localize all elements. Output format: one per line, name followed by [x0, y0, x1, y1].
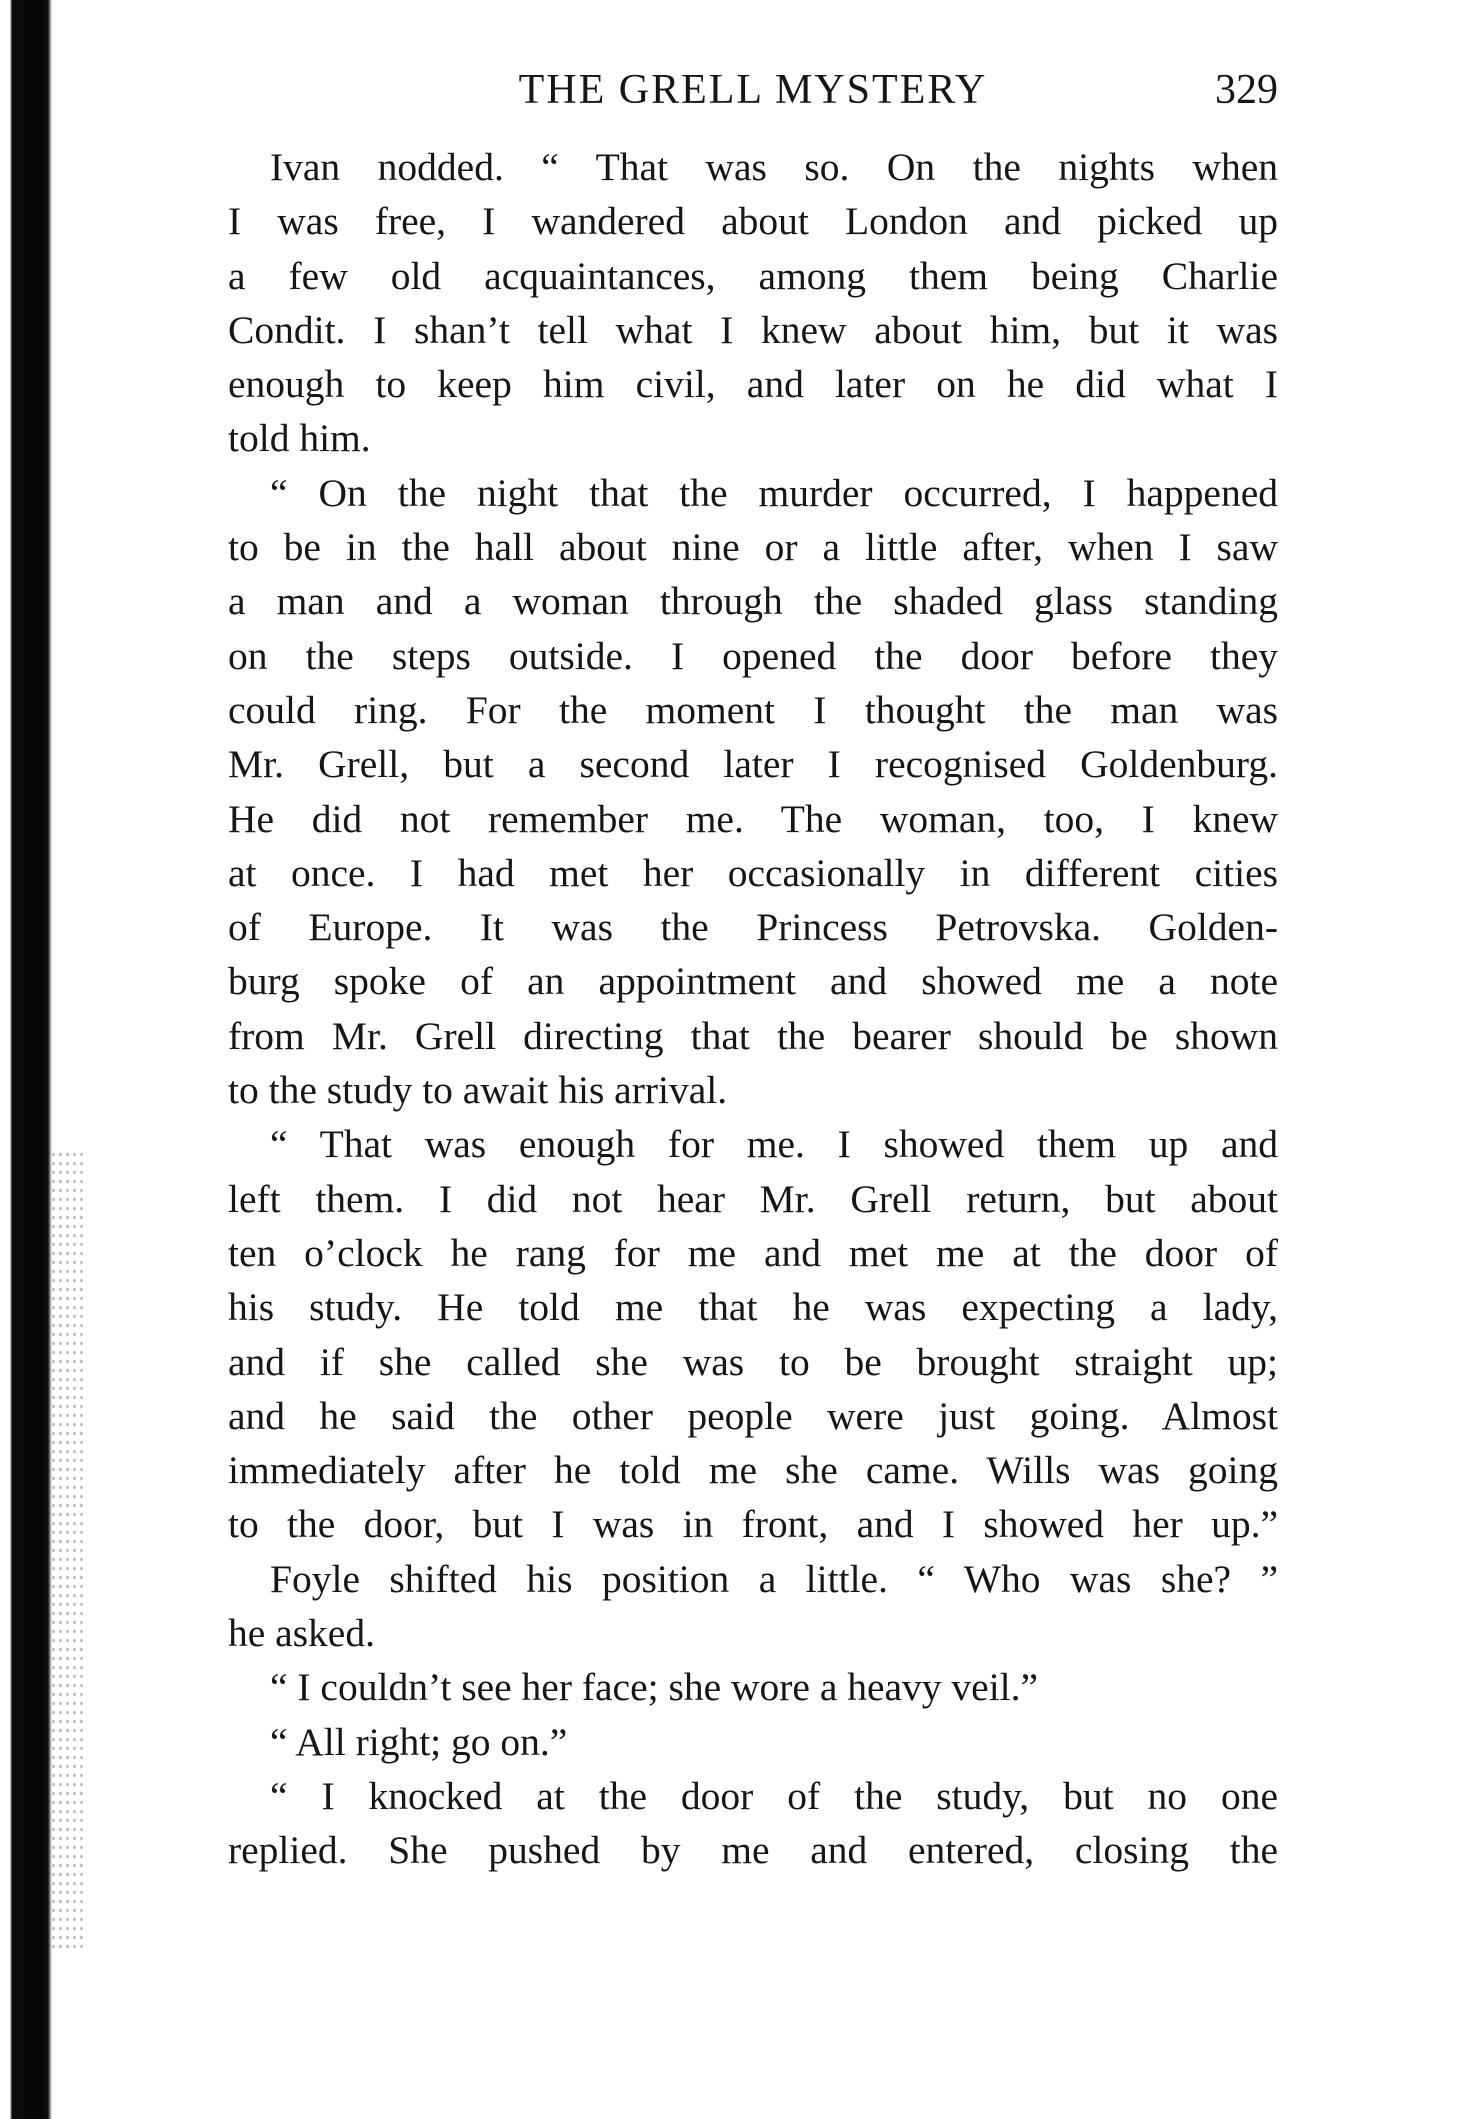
- running-head: [228, 60, 1278, 120]
- page-number: 329: [1215, 67, 1278, 113]
- text-line: his study. He told me that he was expecting a lady,: [228, 1285, 1278, 1330]
- text-line: “ All right; go on.”: [270, 1719, 568, 1764]
- body-text: [228, 140, 1278, 1878]
- text-line: of Europe. It was the Princess Petrovska. Golden-: [228, 905, 1278, 950]
- text-line: left them. I did not hear Mr. Grell return, but about: [228, 1176, 1278, 1221]
- text-line: Condit. I shan’t tell what I knew about him, but it was: [228, 307, 1278, 352]
- text-line: to be in the hall about nine or a little after, when I saw: [228, 525, 1278, 570]
- text-line: enough to keep him civil, and later on he did what I: [228, 362, 1278, 407]
- text-line: “ I knocked at the door of the study, but no one: [270, 1773, 1278, 1818]
- text-line: “ On the night that the murder occurred, I happened: [270, 470, 1278, 515]
- text-line: Foyle shifted his position a little. “ Who was she? ”: [270, 1556, 1278, 1601]
- text-line: “ I couldn’t see her face; she wore a heavy veil.”: [270, 1665, 1039, 1710]
- text-line: on the steps outside. I opened the door before they: [228, 633, 1278, 678]
- text-line: Mr. Grell, but a second later I recognised Goldenburg.: [228, 742, 1278, 787]
- text-line: and if she called she was to be brought straight up;: [228, 1339, 1278, 1384]
- text-line: ten o’clock he rang for me and met me at the door of: [228, 1230, 1278, 1275]
- running-head-title: THE GRELL MYSTERY: [518, 67, 988, 113]
- text-line: replied. She pushed by me and entered, closing the: [228, 1828, 1278, 1873]
- text-line: he asked.: [228, 1611, 375, 1656]
- text-line: a few old acquaintances, among them being Charlie: [228, 253, 1278, 298]
- text-line: “ That was enough for me. I showed them up and: [270, 1122, 1278, 1167]
- text-line: to the study to await his arrival.: [228, 1068, 728, 1113]
- book-spine-shadow: [0, 0, 52, 2119]
- text-line: a man and a woman through the shaded glass standing: [228, 579, 1278, 624]
- text-line: from Mr. Grell directing that the bearer should be shown: [228, 1013, 1278, 1058]
- text-line: Ivan nodded. “ That was so. On the nights when: [270, 145, 1278, 189]
- text-line: burg spoke of an appointment and showed me a note: [228, 959, 1278, 1004]
- text-line: immediately after he told me she came. Wills was going: [228, 1448, 1278, 1493]
- text-line: at once. I had met her occasionally in different cities: [228, 850, 1278, 895]
- text-line: to the door, but I was in front, and I showed her up.”: [228, 1502, 1278, 1547]
- text-line: told him.: [228, 416, 371, 461]
- text-line: I was free, I wandered about London and picked up: [228, 199, 1278, 244]
- spine-speckle: [50, 1150, 86, 1950]
- text-line: and he said the other people were just going. Almost: [228, 1393, 1278, 1438]
- text-line: He did not remember me. The woman, too, I knew: [228, 796, 1278, 841]
- text-line: could ring. For the moment I thought the man was: [228, 687, 1278, 732]
